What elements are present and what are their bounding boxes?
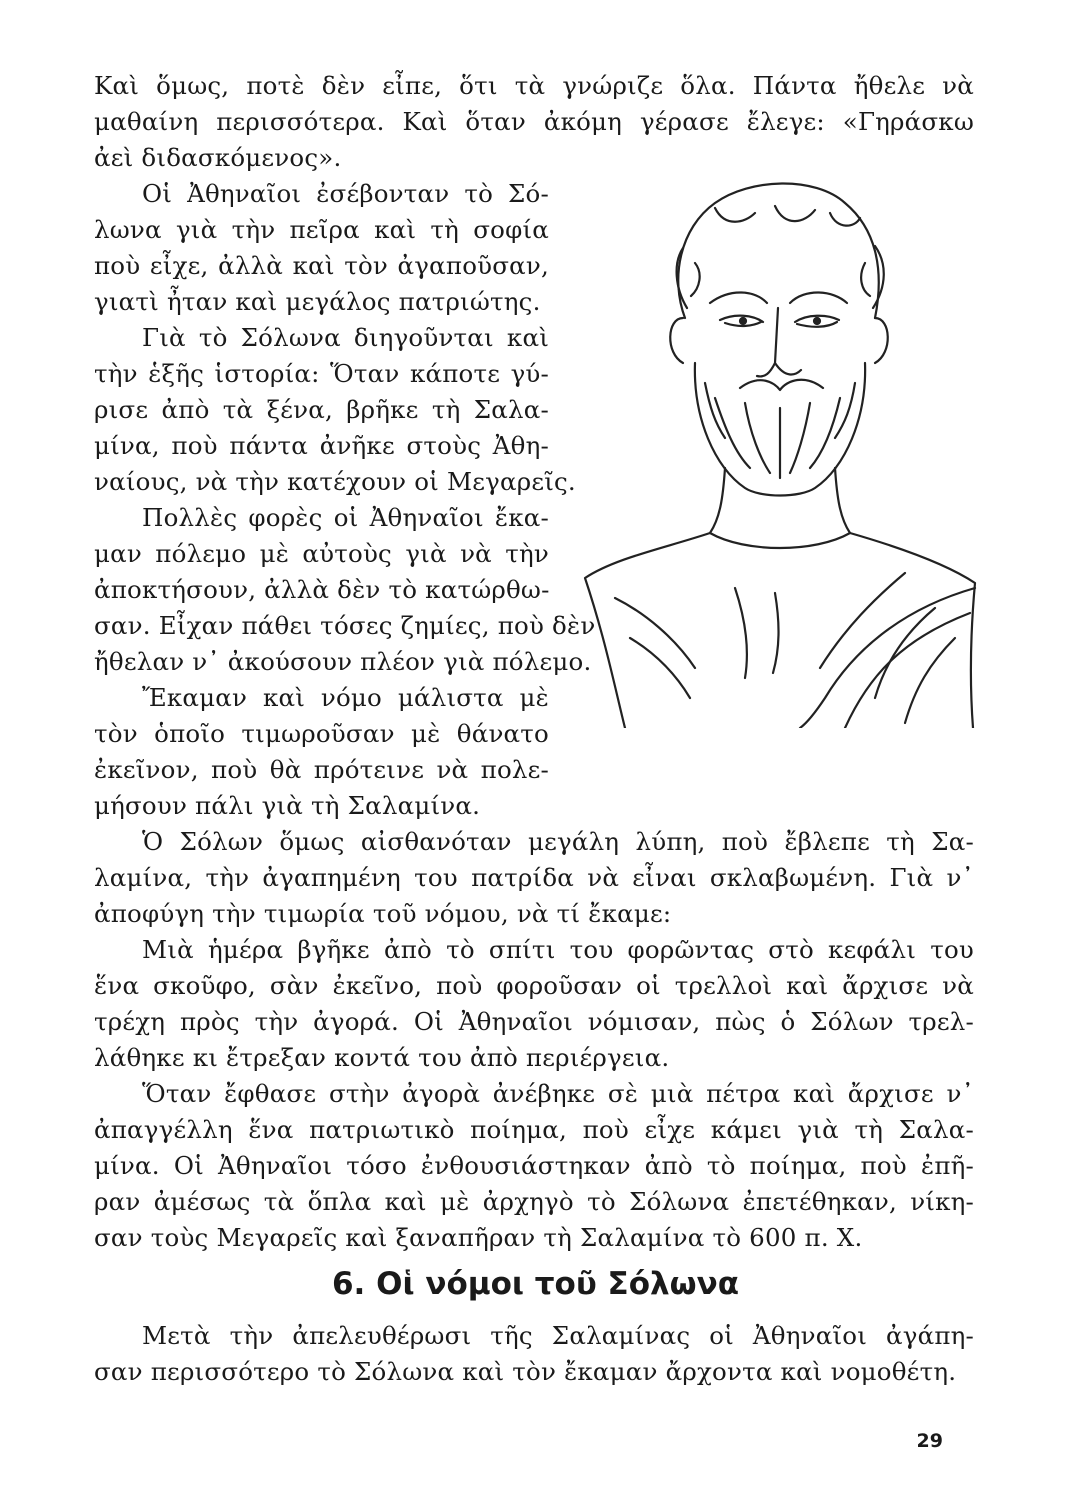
- text-line: σαν περισσότερο τὸ Σόλωνα καὶ τὸν ἔκαμαν ἄρχοντα καὶ νομοθέτη.: [94, 1357, 957, 1386]
- text-line: λωνα γιὰ τὴν πεῖρα καὶ τὴ σοφία: [94, 215, 549, 244]
- text-line: ἀποκτήσουν, ἀλλὰ δὲν τὸ κατώρθω-: [94, 575, 550, 604]
- text-line: ποὺ εἶχε, ἀλλὰ καὶ τὸν ἀγαποῦσαν,: [94, 251, 549, 280]
- text-line: Ἔκαμαν καὶ νόμο μάλιστα μὲ: [142, 683, 549, 712]
- text-line: Οἱ Ἀθηναῖοι ἐσέβονταν τὸ Σό-: [142, 179, 549, 208]
- text-line: λάθηκε κι ἔτρεξαν κοντά του ἀπὸ περιέργεια.: [94, 1043, 670, 1072]
- text-line: ἀεὶ διδασκόμενος».: [94, 143, 342, 172]
- text-line: ἐκεῖνον, ποὺ θὰ πρότεινε νὰ πολε-: [94, 755, 549, 784]
- text-line: τὴν ἑξῆς ἱστορία: Ὅταν κάποτε γύ-: [94, 359, 549, 388]
- text-line: Γιὰ τὸ Σόλωνα διηγοῦνται καὶ: [142, 323, 549, 352]
- text-line: Καὶ ὅμως, ποτὲ δὲν εἶπε, ὅτι τὰ γνώριζε ὅλα. Πάντα ἤθελε νὰ: [94, 71, 974, 100]
- text-line: λαμίνα, τὴν ἀγαπημένη του πατρίδα νὰ εἶναι σκλαβωμένη. Γιὰ ν᾿: [94, 863, 974, 892]
- text-line: τρέχη πρὸς τὴν ἀγορά. Οἱ Ἀθηναῖοι νόμισαν, πὼς ὁ Σόλων τρελ-: [94, 1007, 974, 1036]
- text-line: Πολλὲς φορὲς οἱ Ἀθηναῖοι ἔκα-: [142, 503, 549, 532]
- text-line: μαθαίνη περισσότερα. Καὶ ὅταν ἀκόμη γέρασε ἔλεγε: «Γηράσκω: [94, 107, 974, 136]
- text-line: Μετὰ τὴν ἀπελευθέρωσι τῆς Σαλαμίνας οἱ Ἀθηναῖοι ἀγάπη-: [142, 1321, 974, 1350]
- text-line: Μιὰ ἡμέρα βγῆκε ἀπὸ τὸ σπίτι του φορῶντας στὸ κεφάλι του: [142, 935, 974, 964]
- text-line: ναίους, νὰ τὴν κατέχουν οἱ Μεγαρεῖς.: [94, 467, 576, 496]
- solon-portrait-illustration: [575, 168, 985, 728]
- text-line: Ὅταν ἔφθασε στὴν ἀγορὰ ἀνέβηκε σὲ μιὰ πέτρα καὶ ἄρχισε ν᾿: [142, 1079, 974, 1108]
- text-line: ρισε ἀπὸ τὰ ξένα, βρῆκε τὴ Σαλα-: [94, 395, 549, 424]
- text-line: σαν τοὺς Μεγαρεῖς καὶ ξαναπῆραν τὴ Σαλαμίνα τὸ 600 π. Χ.: [94, 1223, 863, 1252]
- text-line: ἀπαγγέλλη ἕνα πατριωτικὸ ποίημα, ποὺ εἶχε κάμει γιὰ τὴ Σαλα-: [94, 1115, 974, 1144]
- page-number: 29: [916, 1430, 943, 1452]
- section-heading: 6. Οἱ νόμοι τοῦ Σόλωνα: [331, 1266, 739, 1302]
- text-line: τὸν ὁποῖο τιμωροῦσαν μὲ θάνατο: [94, 719, 549, 748]
- text-line: μίνα. Οἱ Ἀθηναῖοι τόσο ἐνθουσιάστηκαν ἀπὸ τὸ ποίημα, ποὺ ἐπῆ-: [94, 1151, 974, 1180]
- text-line: μαν πόλεμο μὲ αὐτοὺς γιὰ νὰ τὴν: [94, 539, 549, 568]
- text-line: ραν ἀμέσως τὰ ὅπλα καὶ μὲ ἀρχηγὸ τὸ Σόλωνα ἐπετέθηκαν, νίκη-: [94, 1187, 974, 1216]
- text-line: γιατὶ ἦταν καὶ μεγάλος πατριώτης.: [94, 287, 541, 316]
- text-line: σαν. Εἶχαν πάθει τόσες ζημίες, ποὺ δὲν: [94, 611, 596, 640]
- text-line: ἀποφύγη τὴν τιμωρία τοῦ νόμου, νὰ τί ἔκαμε:: [94, 899, 672, 928]
- text-line: Ὁ Σόλων ὅμως αἰσθανόταν μεγάλη λύπη, ποὺ ἔβλεπε τὴ Σα-: [142, 827, 974, 856]
- text-line: μίνα, ποὺ πάντα ἀνῆκε στοὺς Ἀθη-: [94, 431, 549, 460]
- text-line: μήσουν πάλι γιὰ τὴ Σαλαμίνα.: [94, 791, 481, 820]
- text-line: ἕνα σκοῦφο, σὰν ἐκεῖνο, ποὺ φοροῦσαν οἱ τρελλοὶ καὶ ἄρχισε νὰ: [94, 971, 974, 1000]
- text-line: ἤθελαν ν᾿ ἀκούσουν πλέον γιὰ πόλεμο.: [94, 647, 592, 676]
